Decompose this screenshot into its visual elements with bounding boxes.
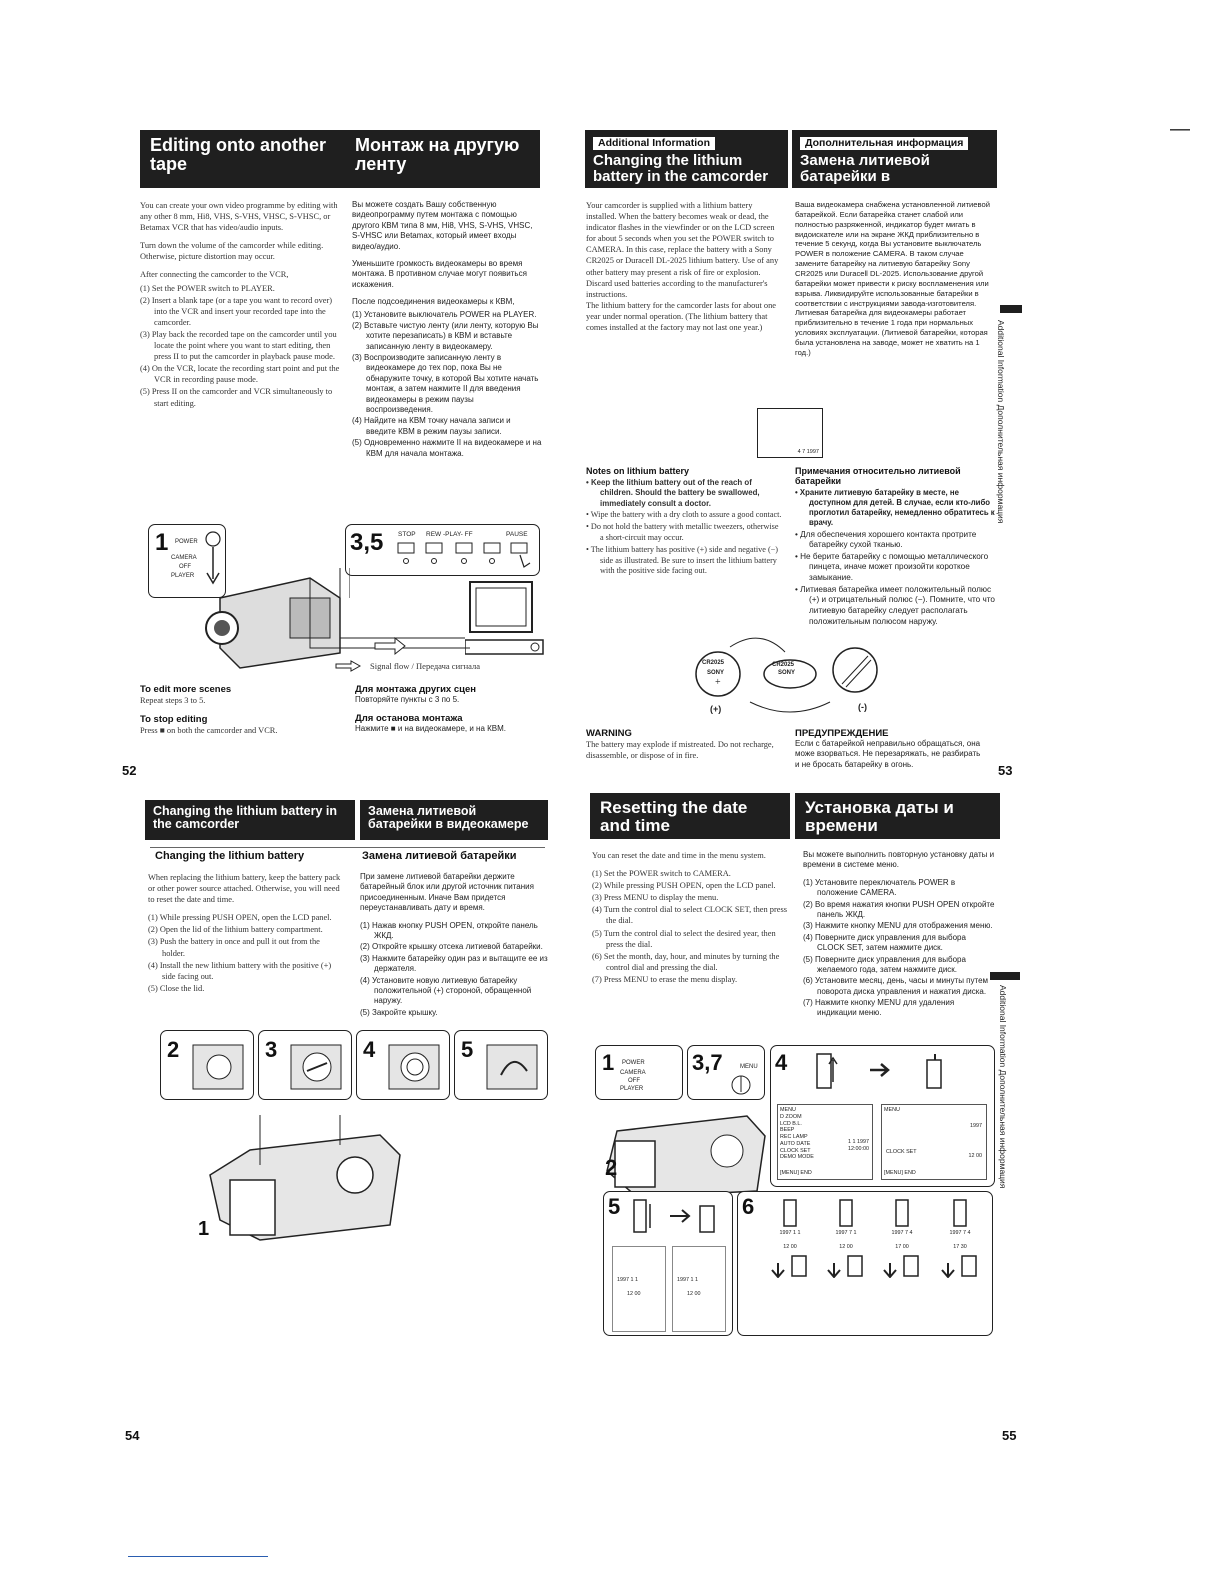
note-item: • Не берите батарейку с помощью металлического пинцета, иначе может произойти короткое замыкание. (795, 551, 989, 583)
step-item: (3) Воспроизводите записанную ленту в видеокамере до тех пор, пока Вы не обнаружите точку, в которой Вы хотите начать монтаж, а затем нажмите II для введения видеокамеры в режим паузы воспроизведения. (352, 353, 539, 415)
menu-screens-panel (770, 1045, 995, 1187)
p53-en-text (586, 200, 782, 340)
warning-title: WARNING (586, 728, 632, 739)
lcd-screen-illustration (757, 408, 823, 458)
down-arrow-icon (940, 1262, 956, 1278)
p55-ru-column (803, 850, 995, 1020)
dial-icon (951, 1198, 969, 1228)
section-tag: Дополнительная информация (800, 137, 968, 150)
p54-ru-column (360, 872, 550, 1019)
step-number: 1 (155, 529, 169, 556)
step6-col (932, 1198, 988, 1333)
divider (150, 847, 545, 848)
step-number: 6 (742, 1194, 755, 1219)
menu-label: MENU (740, 1064, 758, 1070)
page-number: 53 (998, 763, 1013, 778)
step-number: 4 (775, 1050, 788, 1075)
step-item: (1) Установите выключатель POWER на PLAYER. (352, 309, 537, 319)
menu-clock: 1 1 1997 12:00:00 (848, 1139, 869, 1152)
note-item: • Храните литиевую батарейку в месте, не доступном для детей. В случае, если кто-либо проглотил батарейку, немедленно обратитесь к врачу. (795, 488, 995, 528)
time-value: 12 00 (783, 1244, 797, 1250)
step-item: (5) Turn the control dial to select the desired year, then press the dial. (592, 928, 776, 949)
time-value: 17 00 (895, 1244, 909, 1250)
p52-ru-column (352, 200, 542, 460)
year-set-panel (603, 1191, 733, 1336)
time-value: 12 00 (627, 1291, 641, 1297)
date-set-panel (737, 1191, 993, 1336)
step-item: (6) Установите месяц, день, часы и минуты путем поворота диска управления и нажатия диска. (803, 976, 989, 996)
section-tag: Additional Information (593, 137, 715, 150)
p53-warning-ru (795, 728, 985, 770)
time-value: 12 00 (839, 1244, 853, 1250)
clock-set-label: CLOCK SET (886, 1149, 917, 1155)
step-item: (3) Нажмите батарейку один раз и вытащите ее из держателя. (360, 953, 548, 974)
section-header-en: Changing the lithium battery in the camcorder (145, 800, 355, 840)
sub-heading: Для останова монтажа (355, 713, 463, 725)
steps-list (592, 868, 787, 985)
player-label: PLAYER (171, 573, 195, 579)
p53-notes-en (586, 466, 782, 578)
step-item: (3) Нажмите кнопку MENU для отображения меню. (803, 921, 993, 931)
sub-heading: To edit more scenes (140, 684, 232, 695)
steps-list-ru (352, 310, 542, 459)
sub-text: Repeat steps 3 to 5. (140, 696, 206, 705)
step-panel (258, 1030, 352, 1100)
dial-turn-icon (630, 1198, 730, 1236)
battery-illustration (690, 632, 890, 722)
volume-text-ru: Уменьшите громкость видеокамеры во время монтажа. В противном случае могут появиться искажения. (352, 258, 527, 289)
player-label: PLAYER (620, 1086, 644, 1092)
down-arrow-icon (882, 1262, 898, 1278)
down-arrow-icon (770, 1262, 786, 1278)
step-item: (3) Push the battery in once and pull it out from the holder. (148, 937, 320, 958)
steps-list (140, 283, 340, 409)
sub-text: Press ■ on both the camcorder and VCR. (140, 726, 278, 736)
intro-text-ru: При замене литиевой батарейки держите батарейный блок или другой источник питания присоединенным. Иначе Вам придется переустанавливать дату и время. (360, 872, 534, 913)
intro-text: You can create your own video programme by editing with any other 8 mm, Hi8, VHS, S-VHS, VHSC, S-VHSC, or Betamax VCR that has video/audio inputs. (140, 201, 338, 233)
page-number: 54 (125, 1428, 140, 1443)
off-label: OFF (628, 1078, 640, 1084)
note-item: • Литиевая батарейка имеет положительный полюс (+) и отрицательный полюс (−). Помните, что что литиевую батарейку следует располагать положительным полюсом наружу. (795, 584, 995, 626)
pause-label: PAUSE (506, 531, 528, 538)
step-item: (4) Install the new lithium battery with the positive (+) side facing out. (148, 960, 332, 981)
sub-heading: To stop editing (140, 714, 208, 726)
date-time-illustration (595, 1045, 995, 1335)
press-dial-icon (921, 1052, 951, 1092)
warning-text: Если с батарейкой неправильно обращаться, она може взорваться. Не перезаряжать, не разбирать и не бросать батарейку в огонь. (795, 739, 981, 769)
power-label: POWER (622, 1060, 645, 1066)
step-number: 3 (265, 1037, 278, 1062)
steps-list (148, 912, 343, 994)
battery-insert-icon (385, 1041, 445, 1095)
step6-col (764, 1198, 816, 1333)
step-item: (5) Поверните диск управления для выбора желаемого года, затем нажмите диск. (803, 954, 966, 974)
press-dial-icon (788, 1250, 810, 1278)
year-value: 1997 7 4 (949, 1230, 971, 1236)
step-item: (4) Turn the control dial to select CLOCK SET, then press the dial. (592, 905, 788, 926)
rew-play-ff-label: REW -PLAY- FF (426, 531, 473, 538)
small-screen (672, 1246, 726, 1332)
side-tab-label: Additional Information Дополнительная информация (996, 320, 1006, 524)
p55-en-column (592, 850, 787, 986)
year-value: 1997 1 1 (779, 1230, 801, 1236)
right-arrow-icon (869, 1062, 891, 1078)
menu-title: MENU (780, 1107, 796, 1113)
p52-more-scenes-en (140, 684, 340, 736)
step-item: (4) Поверните диск управления для выбора CLOCK SET, затем нажмите диск. (803, 932, 966, 953)
screen-date: 4 7 1997 (797, 449, 819, 455)
intro-text-ru: Вы можете выполнить повторную установку даты и времени в системе меню. (803, 850, 995, 870)
step-number: 2 (167, 1037, 180, 1062)
finger-icon (728, 1072, 754, 1098)
note-item: • Для обеспечения хорошего контакта протрите батарейку сухой тканью. (795, 529, 977, 550)
p54-sub-ru (362, 850, 552, 862)
step6-col (820, 1198, 872, 1333)
intro-text: You can reset the date and time in the menu system. (592, 851, 766, 860)
step-item: (3) Press MENU to display the menu. (592, 893, 719, 903)
section-header-en: Editing onto another tape (140, 130, 345, 188)
step-item: (7) Нажмите кнопку MENU для удаления индикации меню. (803, 998, 955, 1018)
battery-brand: SONY (707, 670, 725, 676)
notes-list (586, 478, 782, 577)
step-item: (4) Установите новую литиевую батарейку положительной (+) стороной, обращенной наружу. (360, 975, 532, 1006)
battery-steps-illustration (160, 1030, 550, 1260)
notes-list (795, 488, 995, 627)
section-header-en: Resetting the date and time (590, 793, 790, 839)
warning-title: ПРЕДУПРЕЖДЕНИЕ (795, 728, 889, 739)
footer-rule (128, 1556, 268, 1557)
press-dial-icon (900, 1250, 922, 1278)
battery-model-2: CR2025 (772, 662, 795, 668)
battery-holder-icon (287, 1041, 347, 1095)
sub-heading: Changing the lithium battery (155, 850, 305, 862)
menu-title: MENU (884, 1107, 900, 1113)
intro-text-ru: Ваша видеокамера снабжена установленной литиевой батарейкой. Если батарейка станет слабой или полностью разряженной, индикатор будет мигать в видоискателе или на экране ЖКД приблизительно в течение 5 секунд, когда Вы установите выключатель POWER в положение CAMERA. В таком случае замените батарейку на литиевую батарейку Sony CR2025 или Duracell DL-2025. Использование другой батарейки может привести к риску воспламенения или взрыва. Ликвидируйте использованные батарейки в соответствии с инструкциями завода-изготовителя. Литиевая батарейка для видеокамеры работает приблизительно в течение 1 года при нормальных условиях эксплуатации. (Литиевой батарейки, которая была установлена на заводе, может не хватить на 1 год.) (795, 200, 990, 357)
signal-cable-icon (300, 568, 500, 668)
section-header-ru: Замена литиевой батарейки в видеокамере (360, 800, 548, 840)
press-dial-icon (844, 1250, 866, 1278)
header-title: Замена литиевой батарейки в видеокамере (800, 152, 930, 201)
camcorder-icon (190, 1105, 410, 1255)
steps-list-ru (360, 921, 550, 1019)
step-item: (5) Одновременно нажмите II на видеокамере и на КВМ для начала монтажа. (352, 438, 542, 458)
vcr-buttons-icon (396, 541, 536, 571)
step-panel (160, 1030, 254, 1100)
down-arrow-icon (826, 1262, 842, 1278)
p52-en-column (140, 200, 340, 410)
off-label: OFF (179, 564, 191, 570)
step-number: 3,5 (350, 529, 384, 556)
page-number: 55 (1002, 1428, 1017, 1443)
dial-icon (781, 1198, 799, 1228)
step-item: (7) Press MENU to erase the menu display. (592, 974, 738, 984)
step-item: (1) Set the POWER switch to CAMERA. (592, 869, 731, 879)
dash-mark: — (1170, 118, 1190, 140)
after-connect-text: After connecting the camcorder to the VCR, (140, 270, 289, 280)
step-item: (2) While pressing PUSH OPEN, open the LCD panel. (592, 881, 776, 891)
step-number: 1 (198, 1218, 210, 1240)
positive-label: (+) (710, 704, 722, 714)
notes-title: Примечания относительно литиевой батарейки (795, 466, 961, 486)
side-tab-label: Additional Information Дополнительная информация (998, 985, 1008, 1189)
dial-icon (811, 1052, 841, 1092)
step-item: (2) Откройте крышку отсека литиевой батарейки. (360, 942, 543, 952)
after-connect-text-ru: После подсоединения видеокамеры к КВМ, (352, 297, 515, 307)
p53-warning-en (586, 728, 776, 761)
step-item: (2) Вставьте чистую ленту (или ленту, которую Вы хотите перезаписать) в КВМ и вставьте записанную ленту в видеокамеру. (352, 320, 539, 351)
step-item: (6) Set the month, day, hour, and minutes by turning the control dial and pressing the dial. (592, 951, 780, 972)
step-item: (4) Найдите на КВМ точку начала записи и введите КВМ в режим паузы записи. (352, 416, 511, 436)
step-item: (5) Press II on the camcorder and VCR simultaneously to start editing. (140, 387, 333, 408)
p54-sub-en (155, 850, 345, 862)
intro-text-ru: Вы можете создать Вашу собственную видеопрограмму путем монтажа с помощью другого КВМ типа 8 мм, Hi8, VHS, S-VHS, VHSC, S-VHSC или Betamax, который имеет входы видео/аудио. (352, 200, 533, 251)
battery-lid-icon (189, 1041, 249, 1095)
intro-text: When replacing the lithium battery, keep the battery pack or other power source attached. Otherwise, you will need to reset the date and time. (148, 873, 341, 905)
note-item: • The lithium battery has positive (+) side and negative (−) side as illustrated. Be sure to insert the lithium battery with the positive side facing out. (586, 544, 779, 576)
header-title: Changing the lithium battery in the camcorder (593, 152, 769, 185)
power-label: POWER (175, 539, 198, 545)
battery-close-icon (483, 1041, 543, 1095)
battery-model: CR2025 (702, 660, 725, 666)
sub-text: Нажмите ■ и на видеокамере, и на КВМ. (355, 724, 506, 734)
camera-label: CAMERA (620, 1070, 646, 1076)
section-header-ru: Монтаж на другую ленту (345, 130, 540, 188)
dial-icon (837, 1198, 855, 1228)
step-panel (356, 1030, 450, 1100)
p53-ru-text (795, 200, 995, 365)
step-item: (2) Open the lid of the lithium battery compartment. (148, 925, 323, 935)
battery-plus-sign: + (715, 677, 721, 688)
warning-text: The battery may explode if mistreated. Do not recharge, disassemble, or dispose of in fire. (586, 740, 774, 761)
step-item: (5) Закройте крышку. (360, 1007, 438, 1017)
camcorder-icon (597, 1101, 767, 1199)
notes-title: Notes on lithium battery (586, 466, 690, 476)
section-header-ru (792, 130, 997, 201)
negative-label: (-) (858, 702, 867, 712)
time-value: 12 00 (687, 1291, 701, 1297)
menu-items: D ZOOM LCD B.L. BEEP REC LAMP AUTO DATE CLOCK SET DEMO MODE (780, 1113, 814, 1161)
step-number: 5 (461, 1037, 474, 1062)
note-item: • Wipe the battery with a dry cloth to assure a good contact. (586, 510, 782, 520)
time-value: 17 30 (953, 1244, 967, 1250)
p54-en-column (148, 872, 343, 995)
editing-illustration (140, 518, 545, 678)
section-header-ru: Установка даты и времени (795, 793, 1000, 839)
steps-list-ru (803, 878, 995, 1019)
p52-more-scenes-ru (355, 684, 545, 735)
section-header-en (585, 130, 788, 188)
step-item: (1) Set the POWER switch to PLAYER. (140, 283, 275, 293)
step-number: 4 (363, 1037, 376, 1062)
note-item: • Keep the lithium battery out of the reach of children. Should the battery be swallowed, immediately consult a doctor. (586, 478, 760, 508)
year-value: 1997 7 4 (891, 1230, 913, 1236)
camera-label: CAMERA (171, 555, 197, 561)
thumb-tab-marker (1000, 305, 1022, 313)
step-panel (454, 1030, 548, 1100)
p53-notes-ru (795, 466, 995, 628)
press-dial-icon (958, 1250, 980, 1278)
sub-text: Повторяйте пункты с 3 по 5. (355, 695, 460, 704)
signal-arrow-icon (335, 660, 361, 672)
step-number: 2 (605, 1155, 618, 1180)
signal-flow-label: Signal flow / Передача сигнала (370, 661, 481, 671)
year-value: 1997 (970, 1123, 982, 1129)
year-value: 1997 1 1 (677, 1277, 698, 1283)
page-number: 52 (122, 763, 137, 778)
year-value: 1997 1 1 (617, 1277, 638, 1283)
menu-button-callout (687, 1045, 765, 1100)
clock-set-screen (881, 1104, 987, 1180)
step-number: 5 (608, 1194, 621, 1219)
power-switch-callout (595, 1045, 683, 1100)
step-item: (2) Insert a blank tape (or a tape you want to record over) into the VCR and insert your recorded tape into the camcorder. (140, 295, 333, 327)
step-item: (4) On the VCR, locate the recording start point and put the VCR in recording pause mode. (140, 364, 340, 385)
sub-heading: Для монтажа других сцен (355, 684, 476, 695)
menu-end: [MENU] END (780, 1170, 812, 1177)
step-item: (2) Во время нажатия кнопки PUSH OPEN откройте панель ЖКД. (803, 899, 995, 919)
step-item: (5) Close the lid. (148, 983, 205, 993)
step-item: (1) Установите переключатель POWER в положение CAMERA. (803, 877, 956, 898)
volume-text: Turn down the volume of the camcorder while editing. Otherwise, picture distortion may occur. (140, 241, 324, 262)
battery-brand-2: SONY (778, 670, 796, 676)
step-number: 3,7 (692, 1050, 723, 1075)
step-item: (1) Нажав кнопку PUSH OPEN, откройте панель ЖКД. (360, 920, 538, 940)
small-screen (612, 1246, 666, 1332)
time-value: 12 00 (968, 1153, 982, 1159)
menu-screen (777, 1104, 873, 1180)
menu-end: [MENU] END (884, 1170, 916, 1177)
step-number: 1 (602, 1050, 615, 1075)
note-item: • Do not hold the battery with metallic tweezers, otherwise a short-circuit may occur. (586, 522, 779, 542)
intro-text: Your camcorder is supplied with a lithium battery installed. When the battery becomes weak or dead, the indicator flashes in the viewfinder or on the LCD screen for about 5 seconds when you set the POWER switch to CAMERA. In this case, replace the battery with a Sony CR2025 or Duracell DL-2025 lithium battery. Use of any other battery may present a risk of fire or explosion. Discard used batteries according to the manufacturer's instructions. The lithium battery for the camcorder lasts for about one year under normal operation. (The lithium battery that comes installed at the factory may not last one year.) (586, 201, 779, 333)
step-item: (3) Play back the recorded tape on the camcorder until you locate the point where you want to start editing, then press II to put the camcorder in playback pause mode. (140, 329, 337, 362)
sub-heading: Замена литиевой батарейки (362, 850, 517, 862)
stop-label: STOP (398, 531, 416, 538)
step-item: (1) While pressing PUSH OPEN, open the LCD panel. (148, 913, 332, 923)
step6-col (876, 1198, 928, 1333)
year-value: 1997 7 1 (835, 1230, 857, 1236)
dial-icon (893, 1198, 911, 1228)
thumb-tab-marker (990, 972, 1020, 980)
